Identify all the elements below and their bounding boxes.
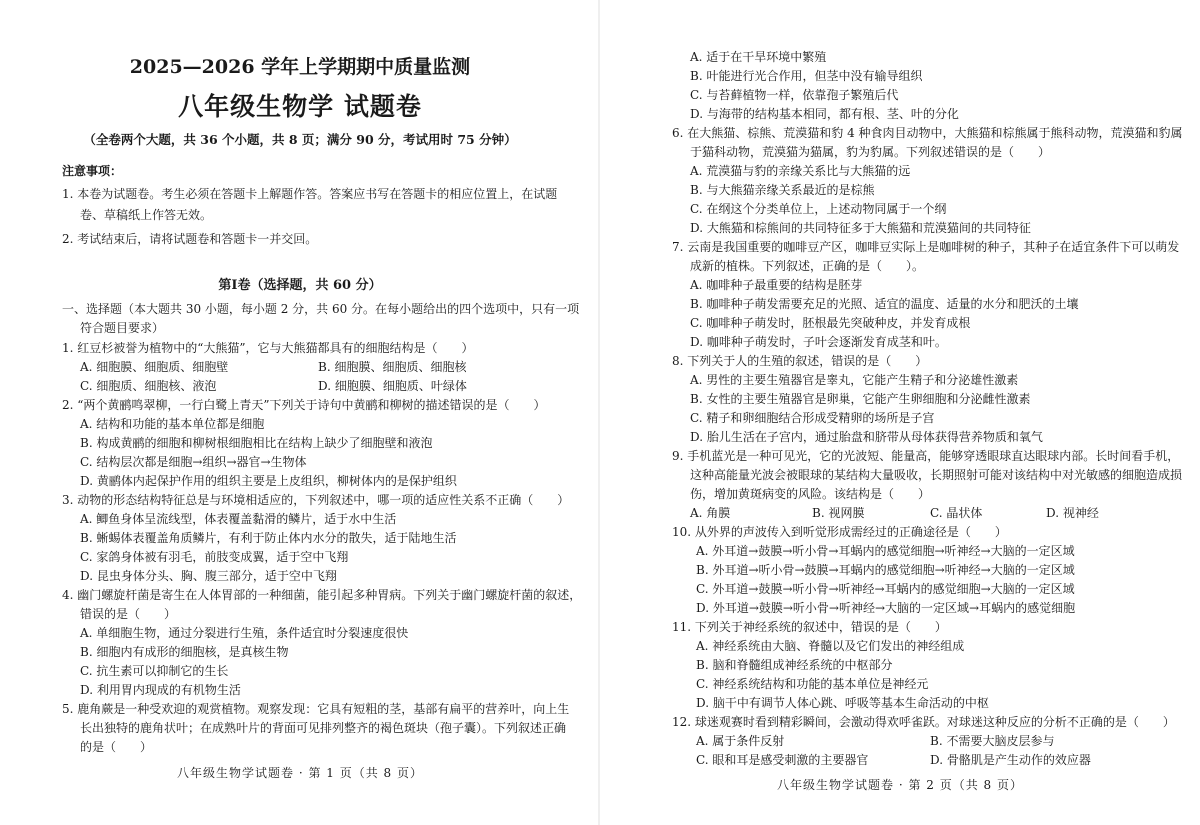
- question-10: 10. 从外界的声波传入到听觉形成需经过的正确途径是（ ）: [672, 525, 1007, 539]
- q9-option-d: D. 视神经: [1046, 506, 1099, 520]
- question-9: 9. 手机蓝光是一种可见光，它的光波短、能量高，能够穿透眼球直达眼球内部。长时间看手机，: [672, 449, 1180, 463]
- q10-option-d: D. 外耳道→鼓膜→听小骨→听神经→大脑的一定区域→耳蜗内的感觉细胞: [696, 601, 1076, 615]
- q11-option-b: B. 脑和脊髓组成神经系统的中枢部分: [696, 658, 893, 672]
- q7-option-a: A. 咖啡种子最重要的结构是胚芽: [690, 278, 863, 292]
- q7-option-d: D. 咖啡种子萌发时，子叶会逐渐发育成茎和叶。: [690, 335, 947, 349]
- q1-option-d: D. 细胞膜、细胞质、叶绿体: [318, 379, 467, 393]
- q12-option-c: C. 眼和耳是感受刺激的主要器官: [696, 753, 869, 767]
- q3-option-c: C. 家鸽身体被有羽毛，前肢变成翼，适于空中飞翔: [80, 550, 349, 564]
- question-1: 1. 红豆杉被誉为植物中的“大熊猫”，它与大熊猫都具有的细胞结构是（ ）: [62, 341, 474, 355]
- q5-option-d: D. 与海带的结构基本相同，都有根、茎、叶的分化: [690, 107, 959, 121]
- exam-title: 2025—2026 学年上学期期中质量监测: [129, 56, 471, 78]
- section-title: 第Ⅰ卷（选择题，共 60 分）: [218, 278, 382, 293]
- question-3: 3. 动物的形态结构特征总是与环境相适应的，下列叙述中，哪一项的适应性关系不正确（ ）: [62, 493, 570, 507]
- q2-option-c: C. 结构层次都是细胞→组织→器官→生物体: [80, 455, 307, 469]
- q1-option-c: C. 细胞质、细胞核、液泡: [80, 379, 217, 393]
- q3-option-a: A. 鲫鱼身体呈流线型，体表覆盖黏滑的鳞片，适于水中生活: [80, 512, 397, 526]
- page-footer-1: 八年级生物学试题卷 · 第 1 页（共 8 页）: [177, 766, 423, 780]
- question-7-cont: 成新的植株。下列叙述，正确的是（ ）。: [690, 259, 925, 273]
- question-2: 2. “两个黄鹂鸣翠柳，一行白鹭上青天”下列关于诗句中黄鹂和柳树的描述错误的是（ ）: [62, 398, 546, 412]
- q3-option-d: D. 昆虫身体分头、胸、腹三部分，适于空中飞翔: [80, 569, 337, 583]
- q4-option-a: A. 单细胞生物，通过分裂进行生殖，条件适宜时分裂速度很快: [80, 626, 409, 640]
- note-2: 2. 考试结束后，请将试题卷和答题卡一并交回。: [62, 232, 318, 246]
- part-1-instructions: 一、选择题（本大题共 30 小题，每小题 2 分，共 60 分。在每小题给出的四个选项中，只有一项: [62, 302, 580, 316]
- part-1-instructions-cont: 符合题目要求）: [80, 321, 165, 335]
- question-6: 6. 在大熊猫、棕熊、荒漠猫和豹 4 种食肉目动物中，大熊猫和棕熊属于熊科动物，荒漠猫和豹属: [672, 126, 1183, 140]
- q8-option-c: C. 精子和卵细胞结合形成受精卵的场所是子宫: [690, 411, 935, 425]
- q11-option-a: A. 神经系统由大脑、脊髓以及它们发出的神经组成: [696, 639, 965, 653]
- q4-option-b: B. 细胞内有成形的细胞核，是真核生物: [80, 645, 289, 659]
- q7-option-c: C. 咖啡种子萌发时，胚根最先突破种皮，并发育成根: [690, 316, 971, 330]
- q11-option-c: C. 神经系统结构和功能的基本单位是神经元: [696, 677, 929, 691]
- question-5: 5. 鹿角蕨是一种受欢迎的观赏植物。观察发现：它具有短粗的茎，基部有扁平的营养叶，向上生: [62, 702, 570, 716]
- q1-option-a: A. 细胞膜、细胞质、细胞壁: [80, 360, 229, 374]
- question-8: 8. 下列关于人的生殖的叙述，错误的是（ ）: [672, 354, 928, 368]
- note-1-cont: 卷、草稿纸上作答无效。: [80, 208, 213, 222]
- q10-option-a: A. 外耳道→鼓膜→听小骨→耳蜗内的感觉细胞→听神经→大脑的一定区域: [696, 544, 1075, 558]
- exam-info: （全卷两个大题，共 36 个小题，共 8 页；满分 90 分，考试用时 75 分钟）: [83, 132, 517, 147]
- question-9-cont-1: 这种高能量光波会被眼球的某结构大量吸收，长期照射可能对该结构中对光敏感的细胞造成损: [690, 468, 1183, 482]
- question-4-cont: 错误的是（ ）: [80, 607, 177, 621]
- question-6-cont: 于猫科动物，荒漠猫为猫属，豹为豹属。下列叙述错误的是（ ）: [690, 145, 1051, 159]
- q12-option-a: A. 属于条件反射: [696, 734, 785, 748]
- q6-option-c: C. 在纲这个分类单位上，上述动物同属于一个纲: [690, 202, 947, 216]
- q2-option-a: A. 结构和功能的基本单位都是细胞: [80, 417, 265, 431]
- question-11: 11. 下列关于神经系统的叙述中，错误的是（ ）: [672, 620, 947, 634]
- q5-option-a: A. 适于在干旱环境中繁殖: [690, 50, 827, 64]
- q12-option-b: B. 不需要大脑皮层参与: [930, 734, 1055, 748]
- q9-option-b: B. 视网膜: [812, 506, 865, 520]
- notes-heading: 注意事项：: [62, 164, 123, 178]
- q1-option-b: B. 细胞膜、细胞质、细胞核: [318, 360, 467, 374]
- q3-option-b: B. 蜥蜴体表覆盖角质鳞片，有利于防止体内水分的散失，适于陆地生活: [80, 531, 457, 545]
- paper-title: 八年级生物学 试题卷: [178, 92, 422, 121]
- q9-option-a: A. 角膜: [690, 506, 731, 520]
- q9-option-c: C. 晶状体: [930, 506, 983, 520]
- question-9-cont-2: 伤，增加黄斑病变的风险。该结构是（ ）: [690, 487, 931, 501]
- q4-option-c: C. 抗生素可以抑制它的生长: [80, 664, 229, 678]
- page-2: [600, 0, 1200, 825]
- q11-option-d: D. 脑干中有调节人体心跳、呼吸等基本生命活动的中枢: [696, 696, 989, 710]
- note-1: 1. 本卷为试题卷。考生必须在答题卡上解题作答。答案应书写在答题卡的相应位置上，在试题: [62, 187, 558, 201]
- q5-option-c: C. 与苔藓植物一样，依靠孢子繁殖后代: [690, 88, 899, 102]
- q4-option-d: D. 利用胃内现成的有机物生活: [80, 683, 241, 697]
- q6-option-a: A. 荒漠猫与豹的亲缘关系比与大熊猫的远: [690, 164, 911, 178]
- q6-option-b: B. 与大熊猫亲缘关系最近的是棕熊: [690, 183, 875, 197]
- q12-option-d: D. 骨骼肌是产生动作的效应器: [930, 753, 1091, 767]
- q10-option-b: B. 外耳道→听小骨→鼓膜→耳蜗内的感觉细胞→听神经→大脑的一定区域: [696, 563, 1075, 577]
- q10-option-c: C. 外耳道→鼓膜→听小骨→听神经→耳蜗内的感觉细胞→大脑的一定区域: [696, 582, 1075, 596]
- question-5-cont-1: 长出独特的鹿角状叶；在成熟叶片的背面可见排列整齐的褐色斑块（孢子囊）。下列叙述正确: [80, 721, 567, 735]
- q8-option-a: A. 男性的主要生殖器官是睾丸，它能产生精子和分泌雄性激素: [690, 373, 1019, 387]
- q5-option-b: B. 叶能进行光合作用，但茎中没有输导组织: [690, 69, 923, 83]
- question-7: 7. 云南是我国重要的咖啡豆产区，咖啡豆实际上是咖啡树的种子，其种子在适宜条件下可以萌发: [672, 240, 1180, 254]
- question-5-cont-2: 的是（ ）: [80, 740, 153, 754]
- q6-option-d: D. 大熊猫和棕熊间的共同特征多于大熊猫和荒漠猫间的共同特征: [690, 221, 1031, 235]
- question-4: 4. 幽门螺旋杆菌是寄生在人体胃部的一种细菌，能引起多种胃病。下列关于幽门螺旋杆菌的叙述，: [62, 588, 582, 602]
- q8-option-d: D. 胎儿生活在子宫内，通过胎盘和脐带从母体获得营养物质和氧气: [690, 430, 1043, 444]
- q2-option-d: D. 黄鹂体内起保护作用的组织主要是上皮组织，柳树体内的是保护组织: [80, 474, 457, 488]
- question-12: 12. 球迷观赛时看到精彩瞬间，会激动得欢呼雀跃。对球迷这种反应的分析不正确的是（ ）: [672, 715, 1175, 729]
- page-footer-2: 八年级生物学试题卷 · 第 2 页（共 8 页）: [777, 778, 1023, 792]
- q2-option-b: B. 构成黄鹂的细胞和柳树根细胞相比在结构上缺少了细胞壁和液泡: [80, 436, 433, 450]
- q8-option-b: B. 女性的主要生殖器官是卵巢，它能产生卵细胞和分泌雌性激素: [690, 392, 1031, 406]
- q7-option-b: B. 咖啡种子萌发需要充足的光照、适宜的温度、适量的水分和肥沃的土壤: [690, 297, 1079, 311]
